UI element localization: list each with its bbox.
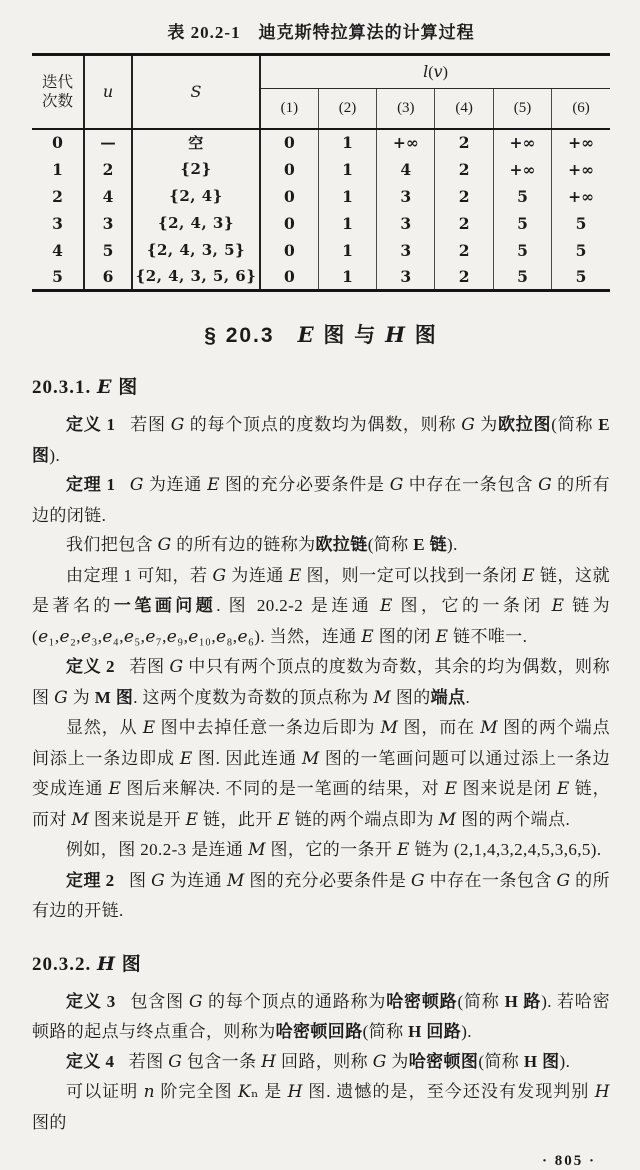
table-cell: 3	[377, 210, 435, 237]
paragraph-definition-4	[32, 1047, 610, 1078]
table-cell: 0	[284, 186, 295, 206]
subcol-header-3: (3)	[377, 89, 435, 129]
paragraph-theorem-1	[32, 470, 610, 530]
table-cell: 1	[32, 156, 84, 183]
table-cell: 3	[84, 210, 132, 237]
table-cell: 3	[377, 183, 435, 210]
dijkstra-table	[32, 53, 610, 292]
table-cell: 2	[84, 156, 132, 183]
table-cell: 2	[32, 183, 84, 210]
subcol-header-1: (1)	[260, 89, 318, 129]
paragraph-text: 显然，从 E 图中去掉任意一条边后即为 M 图，而在 M 图的两个端点间添上一条边即成 E 图. 因此连通 M 图的一笔画问题可以通过添上一条边变成连通 E 图后来解决. 不同的是一笔画的结果，对 E 图来说是闭 E 链，而对 M 图来说是开 E 链，此开 E 链的两个端点即为 M 图的两个端点.	[32, 718, 610, 830]
table-cell: 3	[377, 237, 435, 264]
col-header-lv: l(v)	[260, 55, 610, 89]
table-cell: 0	[284, 133, 295, 152]
table-cell: 2	[435, 210, 493, 237]
table-cell: 0	[284, 213, 295, 233]
table-cell: {2, 4, 3, 5}	[132, 237, 260, 264]
table-cell: 4	[84, 183, 132, 210]
col-header-s: S	[132, 55, 260, 129]
table-cell: +∞	[377, 129, 435, 156]
paragraph-label: 定义 2	[66, 657, 115, 676]
table-cell: 5	[552, 210, 610, 237]
paragraph-text: 例如，图 20.2-3 是连通 M 图，它的一条开 E 链为 (2,1,4,3,2,4,5,3,6,5).	[66, 840, 602, 860]
paragraph-label: 定义 1	[66, 415, 116, 434]
table-row	[32, 156, 610, 183]
paragraph-text: 可以证明 n 阶完全图 Kₙ 是 H 图. 遗憾的是，至今还没有发现判别 H 图的	[32, 1082, 611, 1132]
table-cell: 5	[32, 264, 84, 291]
table-cell: {2, 4}	[132, 183, 260, 210]
table-cell: 4	[377, 156, 435, 183]
table-cell: 5	[84, 237, 132, 264]
table-cell: 5	[493, 210, 551, 237]
table-cell: +∞	[552, 129, 610, 156]
paragraph-one-stroke	[32, 561, 610, 653]
table-cell: 2	[435, 264, 493, 291]
paragraph-text: 由定理 1 可知，若 G 为连通 E 图，则一定可以找到一条闭 E 链，这就是著名的一笔画问题. 图 20.2-2 是连通 E 图，它的一条闭 E 链为 (e₁,e₂,e₃,e₄,e₅,e₇,e₉,e₁₀,e₈,e₆). 当然，连通 E 图的闭 E 链不唯一.	[32, 565, 611, 647]
table-cell: 5	[493, 264, 551, 291]
table-cell: 1	[318, 129, 376, 156]
table-cell: 5	[493, 183, 551, 210]
paragraph-example	[32, 835, 610, 866]
subsection-heading-h-graph: 20.3.2. H 图	[32, 952, 142, 975]
table-cell: 3	[377, 264, 435, 291]
paragraph-label: 定义 3	[66, 991, 116, 1011]
table-cell: 5	[552, 264, 610, 291]
paragraph-definition-1	[32, 410, 610, 470]
table-title: 表 20.2-1 迪克斯特拉算法的计算过程	[167, 23, 475, 42]
table-cell: 0	[284, 159, 295, 179]
table-cell: 2	[435, 129, 493, 156]
col-header-iteration: 迭代 次数	[32, 55, 84, 129]
table-cell: +∞	[552, 183, 610, 210]
table-cell: {2}	[132, 156, 260, 183]
paragraph-definition-2	[32, 652, 610, 713]
table-cell: 2	[435, 237, 493, 264]
table-cell: 4	[32, 237, 84, 264]
paragraph-complete-graph	[32, 1077, 610, 1137]
table-row	[32, 183, 610, 210]
section-heading: § 20.3 E 图 与 H 图	[204, 322, 438, 347]
col-header-u: u	[84, 55, 132, 129]
table-cell: 0	[284, 266, 295, 286]
paragraph-text: 我们把包含 G 的所有边的链称为欧拉链(简称 E 链).	[66, 535, 458, 555]
paragraph-definition-3	[32, 987, 610, 1047]
table-cell: 1	[318, 264, 376, 291]
paragraph-m-graph-note	[32, 713, 610, 835]
table-cell: 5	[552, 237, 610, 264]
paragraph-label: 定理 1	[66, 475, 116, 494]
table-cell: 0	[32, 129, 84, 156]
paragraph-text: 若图 G 中只有两个顶点的度数为奇数，其余的均为偶数，则称图 G 为 M 图. 这两个度数为奇数的顶点称为 M 图的端点.	[32, 657, 611, 708]
paragraph-text: 若图 G 的每个顶点的度数均为偶数，则称 G 为欧拉图(简称 E 图).	[32, 415, 610, 465]
table-cell: 空	[132, 129, 260, 156]
paragraph-theorem-2	[32, 866, 610, 926]
table-row	[32, 264, 610, 291]
table-cell: +∞	[493, 129, 551, 156]
table-cell: 1	[318, 183, 376, 210]
table-cell: 2	[435, 183, 493, 210]
paragraph-text: G 为连通 E 图的充分必要条件是 G 中存在一条包含 G 的所有边的闭链.	[32, 475, 610, 525]
subcol-header-2: (2)	[318, 89, 376, 129]
table-cell: 2	[435, 156, 493, 183]
table-cell: {2, 4, 3}	[132, 210, 260, 237]
table-cell: 5	[493, 237, 551, 264]
table-cell: —	[84, 129, 132, 156]
subcol-header-5: (5)	[493, 89, 551, 129]
paragraph-text: 若图 G 包含一条 H 回路，则称 G 为哈密顿图(简称 H 图).	[128, 1051, 571, 1072]
table-cell: 1	[318, 237, 376, 264]
subcol-header-4: (4)	[435, 89, 493, 129]
table-cell: {2, 4, 3, 5, 6}	[132, 264, 260, 291]
table-row	[32, 237, 610, 264]
table-cell: +∞	[552, 156, 610, 183]
subcol-header-6: (6)	[552, 89, 610, 129]
paragraph-text: 包含图 G 的每个顶点的通路称为哈密顿路(简称 H 路). 若哈密顿路的起点与终点重合，则称为哈密顿回路(简称 H 回路).	[32, 991, 610, 1041]
subsection-heading-e-graph: 20.3.1. E 图	[32, 376, 139, 398]
table-cell: 0	[284, 240, 295, 260]
table-cell: 6	[84, 264, 132, 291]
table-cell: +∞	[493, 156, 551, 183]
paragraph-text: 图 G 为连通 M 图的充分必要条件是 G 中存在一条包含 G 的所有边的开链.	[32, 870, 610, 920]
paragraph-euler-chain	[32, 530, 610, 561]
paragraph-label: 定义 4	[66, 1051, 115, 1071]
table-cell: 3	[32, 210, 84, 237]
paragraph-label: 定理 2	[66, 870, 115, 890]
table-row	[32, 129, 610, 156]
table-cell: 1	[318, 210, 376, 237]
table-cell: 1	[318, 156, 376, 183]
table-row	[32, 210, 610, 237]
page-number: · 805 ·	[541, 1153, 596, 1169]
